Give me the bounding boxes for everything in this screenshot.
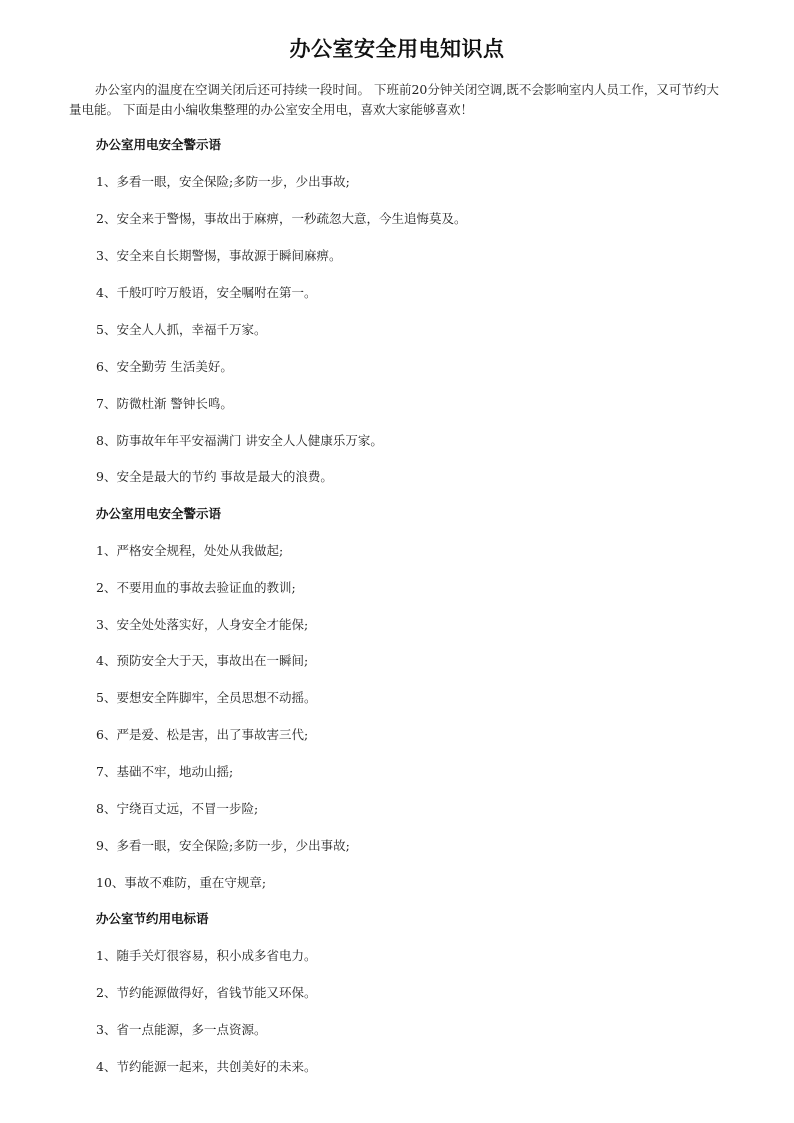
list-item: 2、节约能源做得好，省钱节能又环保。	[96, 985, 317, 1000]
list-item: 9、多看一眼，安全保险;多防一步，少出事故;	[96, 838, 350, 853]
list-item: 10、事故不难防，重在守规章;	[96, 875, 267, 890]
list-item: 5、要想安全阵脚牢，全员思想不动摇。	[96, 690, 317, 705]
list-item: 1、随手关灯很容易，积小成多省电力。	[96, 948, 317, 963]
list-item: 1、多看一眼，安全保险;多防一步，少出事故;	[96, 174, 350, 189]
list-item: 2、安全来于警惕，事故出于麻痹，一秒疏忽大意，今生追悔莫及。	[96, 211, 467, 226]
list-item: 3、安全处处落实好，人身安全才能保;	[96, 617, 309, 632]
list-item: 2、不要用血的事故去验证血的教训;	[96, 580, 296, 595]
list-item: 7、基础不牢，地动山摇;	[96, 764, 234, 779]
section-heading: 办公室用电安全警示语	[96, 506, 222, 521]
list-item: 5、安全人人抓，幸福千万家。	[96, 322, 267, 337]
page-title: 办公室安全用电知识点	[289, 37, 505, 61]
list-item: 1、严格安全规程，处处从我做起;	[96, 543, 284, 558]
list-item: 3、省一点能源，多一点资源。	[96, 1022, 267, 1037]
list-item: 9、安全是最大的节约 事故是最大的浪费。	[96, 469, 333, 484]
list-item: 4、预防安全大于天，事故出在一瞬间;	[96, 653, 309, 668]
section-heading: 办公室用电安全警示语	[96, 137, 222, 152]
list-item: 6、安全勤劳 生活美好。	[96, 359, 233, 374]
intro-paragraph: 办公室内的温度在空调关闭后还可持续一段时间。 下班前20分钟关闭空调,既不会影响室内人员工作，又可节约大量电能。 下面是由小编收集整理的办公室安全用电，喜欢大家能够喜欢！	[69, 82, 719, 117]
list-item: 4、节约能源一起来，共创美好的未来。	[96, 1059, 317, 1074]
list-item: 6、严是爱、松是害，出了事故害三代;	[96, 727, 309, 742]
section-heading: 办公室节约用电标语	[96, 911, 209, 926]
list-item: 8、防事故年年平安福满门 讲安全人人健康乐万家。	[96, 433, 383, 448]
list-item: 7、防微杜渐 警钟长鸣。	[96, 396, 233, 411]
list-item: 8、宁绕百丈远，不冒一步险;	[96, 801, 259, 816]
list-item: 4、千般叮咛万般语，安全嘱咐在第一。	[96, 285, 317, 300]
list-item: 3、安全来自长期警惕，事故源于瞬间麻痹。	[96, 248, 342, 263]
